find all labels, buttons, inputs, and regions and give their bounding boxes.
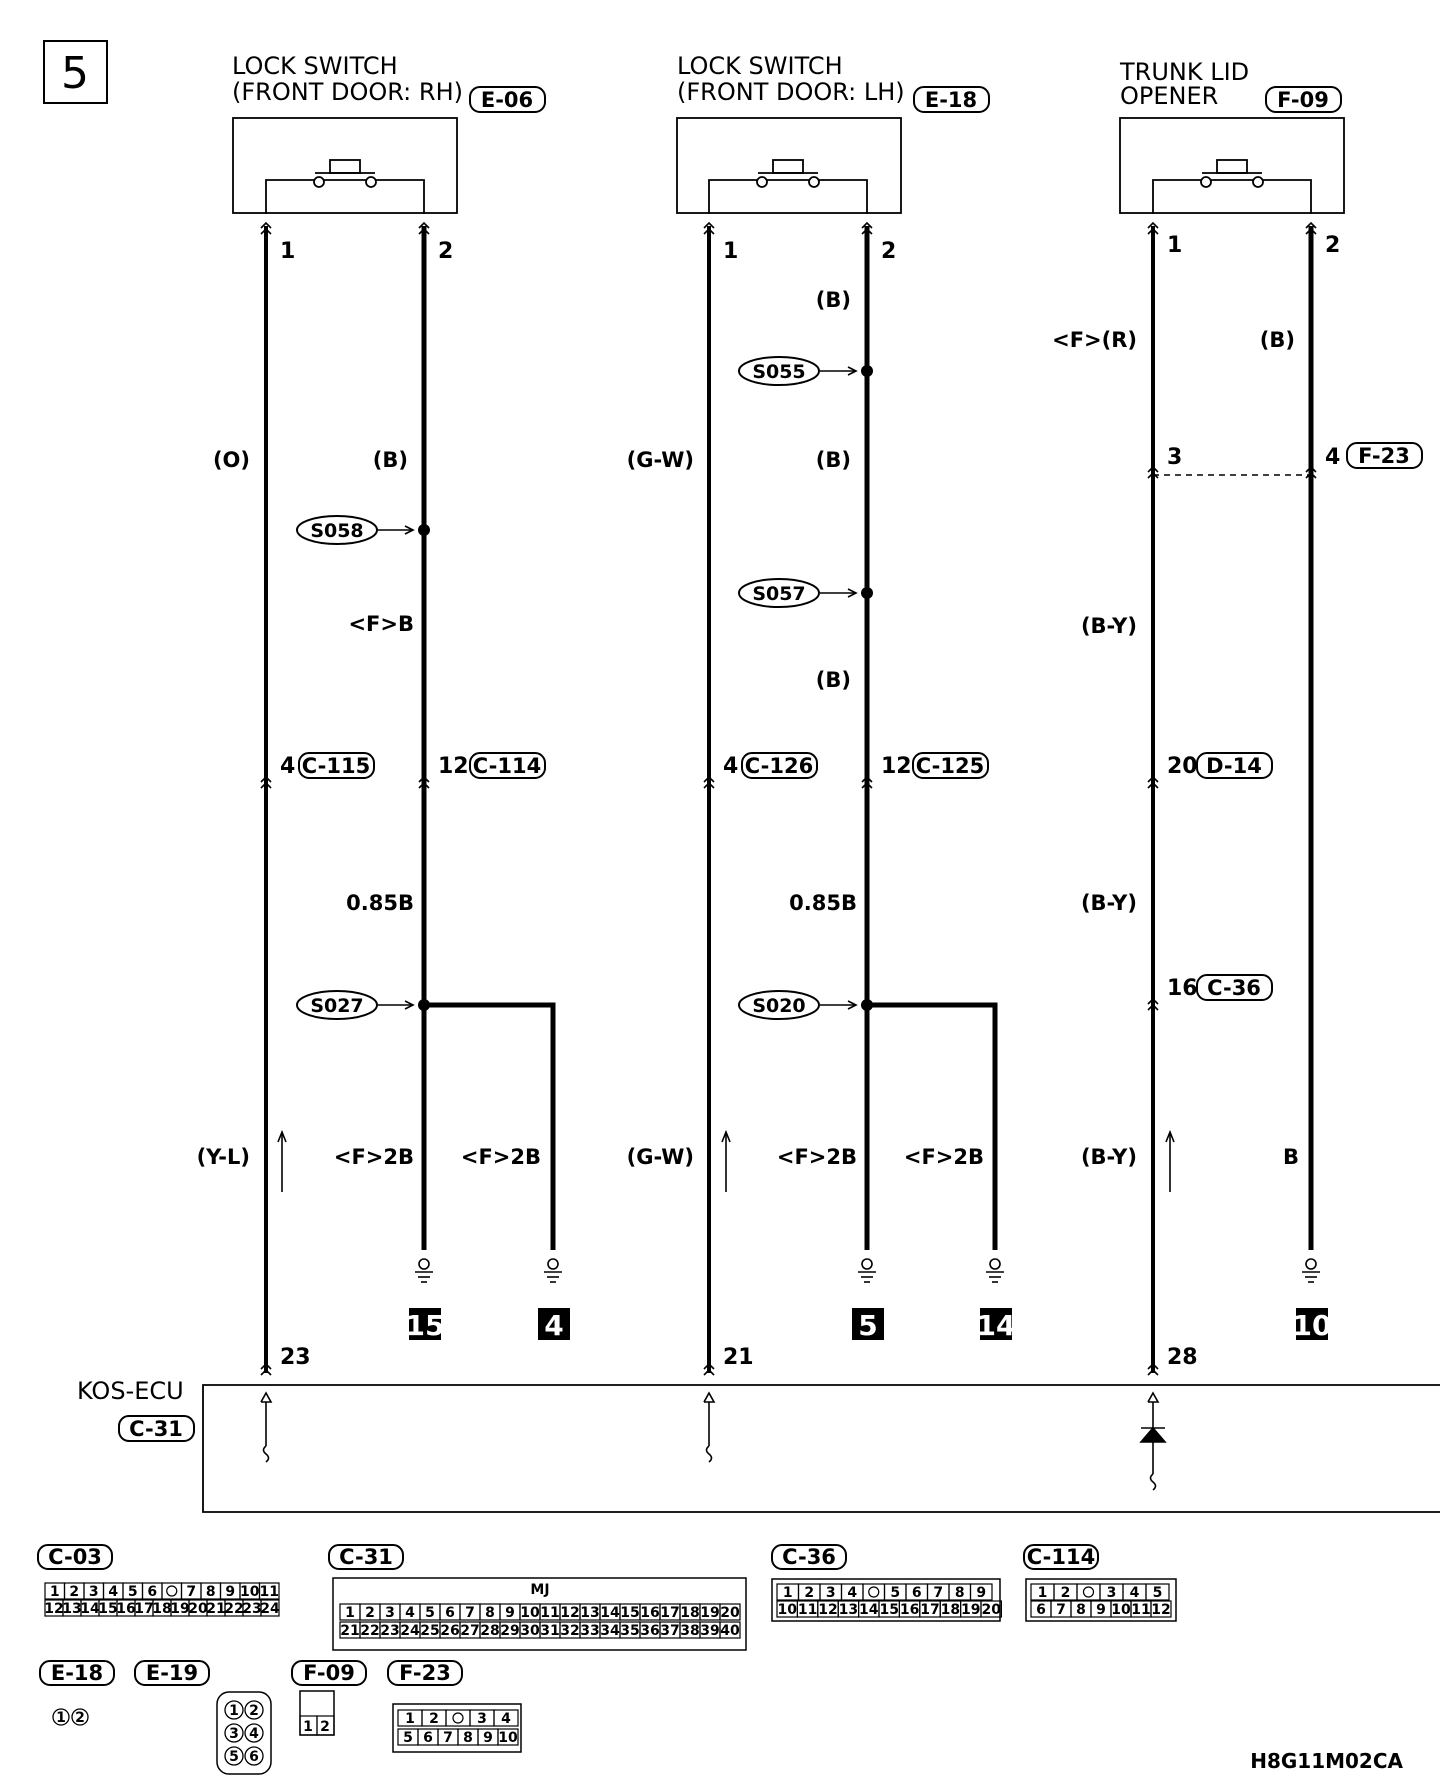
wire-label-lh-branch: <F>2B	[903, 1145, 984, 1169]
legend-f23-row1-pin: 4	[501, 1711, 511, 1727]
legend-c36-row1-pin: 7	[933, 1585, 944, 1601]
legend-c36-row2-pin: 10	[777, 1602, 797, 1618]
legend-f23-row2-pin: 6	[423, 1730, 433, 1746]
wire-label-lh2-d: 0.85B	[789, 891, 857, 915]
legend-c03-row2-pin: 21	[206, 1601, 226, 1617]
trunk-switch-symbol	[1201, 160, 1263, 187]
legend-f09-pin: 1	[303, 1719, 313, 1735]
ground-15: 15	[405, 1309, 445, 1342]
legend-c36-row1-pin: 5	[890, 1585, 901, 1601]
lh-switch-connector: E-18	[924, 88, 978, 112]
legend-c114-row1-pin: 2	[1060, 1585, 1071, 1601]
legend-c03-row2-pin: 15	[98, 1601, 118, 1617]
legend-c114-row2-pin: 12	[1151, 1602, 1171, 1618]
legend-c31-row1-pin: 7	[465, 1605, 475, 1621]
splice-s057-label: S057	[752, 583, 806, 605]
legend-c03-row1-pin: 3	[88, 1584, 99, 1600]
legend-c03-row2-pin: 12	[44, 1601, 64, 1617]
legend-c03-label: C-03	[48, 1545, 102, 1569]
legend-c31-row1-pin: 20	[720, 1605, 740, 1621]
legend-c31-label: C-31	[339, 1545, 393, 1569]
legend-c31-row1-pin: 18	[680, 1605, 700, 1621]
legend-c31-row2-pin: 40	[720, 1623, 740, 1639]
legend-c03-row1-pin: 1	[49, 1584, 60, 1600]
legend-c03-row2-pin: 22	[224, 1601, 244, 1617]
wire-label-tr2-a: (B)	[1259, 328, 1295, 352]
legend-c31-row2-pin: 37	[660, 1623, 680, 1639]
wire-label-tr1-d: (B-Y)	[1080, 1145, 1137, 1169]
legend-c31-row2-pin: 30	[520, 1623, 540, 1639]
legend-c31-row1-pin: 4	[405, 1605, 415, 1621]
f23-label: F-23	[1358, 444, 1410, 468]
legend-c31-row1-pin: 19	[700, 1605, 720, 1621]
legend-c31-row2-pin: 24	[400, 1623, 420, 1639]
pin-c115-4: 4	[280, 754, 296, 779]
legend-c36-row1-pin: 3	[825, 1585, 836, 1601]
legend-c31-row1-pin: 10	[520, 1605, 540, 1621]
legend-c03-row1-pin: 4	[108, 1584, 119, 1600]
wire-label-lh2-c: (B)	[815, 668, 851, 692]
ground-symbol-15	[415, 1259, 433, 1282]
wire-label-lh2-e: <F>2B	[776, 1145, 857, 1169]
legend-c36-row2-pin: 17	[920, 1602, 940, 1618]
legend-c114-row2-pin: 11	[1131, 1602, 1151, 1618]
legend-c03-row1-pin: 7	[186, 1584, 197, 1600]
wire-label-tr1-c: (B-Y)	[1080, 891, 1137, 915]
ground-14: 14	[976, 1309, 1016, 1342]
lh-switch-title-2: (FRONT DOOR: LH)	[677, 78, 905, 106]
legend-c36-row1-pin: 9	[976, 1585, 987, 1601]
pin-f23-4: 4	[1325, 445, 1341, 470]
wire-label-tr2-b: B	[1282, 1145, 1299, 1169]
pin-c114-12: 12	[438, 754, 469, 779]
pin-ecu-28: 28	[1167, 1345, 1198, 1370]
legend-c36-row2-pin: 14	[859, 1602, 879, 1618]
legend-f09-pin: 2	[320, 1719, 330, 1735]
legend-c03-row1-pin: 8	[205, 1584, 216, 1600]
legend-c36-row1-pin: 1	[782, 1585, 793, 1601]
trunk-internal	[1153, 180, 1311, 214]
legend-c03-row1-pin: 11	[259, 1584, 279, 1600]
legend-e18-label: E-18	[50, 1661, 104, 1685]
legend-c31-row2-pin: 31	[540, 1623, 560, 1639]
legend-e18-pin: 1	[56, 1710, 66, 1726]
legend-c03-row2-pin: 13	[62, 1601, 82, 1617]
legend-c114-row1-pin: 1	[1037, 1585, 1048, 1601]
pin-d14-20: 20	[1167, 754, 1198, 779]
legend-c31-row2-pin: 25	[420, 1623, 440, 1639]
legend-c31-row1-pin: 16	[640, 1605, 660, 1621]
legend-c31-row2-pin: 28	[480, 1623, 500, 1639]
wire-label-tr1-a: <F>(R)	[1052, 328, 1137, 352]
splice-s058-label: S058	[310, 520, 364, 542]
trunk-title-2: OPENER	[1120, 82, 1219, 110]
rh-switch-symbol	[314, 160, 376, 187]
c126-label: C-126	[744, 754, 814, 778]
legend-e19-pin: 5	[229, 1749, 239, 1765]
legend-c31-row1-pin: 5	[425, 1605, 435, 1621]
legend-c36-row1-pin: 4	[847, 1585, 858, 1601]
ecu-connector: C-31	[129, 1417, 183, 1441]
legend-c31-row1-pin: 14	[600, 1605, 620, 1621]
legend-c36-row2-pin: 20	[981, 1602, 1001, 1618]
legend-c36-row2-pin: 12	[818, 1602, 838, 1618]
legend-c36-row1-key	[869, 1587, 879, 1597]
wire-label-lh2-a: (B)	[815, 288, 851, 312]
legend-c114-row2-pin: 8	[1076, 1602, 1086, 1618]
wire-label-rh-branch: <F>2B	[460, 1145, 541, 1169]
legend-c31-row2-pin: 26	[440, 1623, 460, 1639]
legend-e18-pin: 2	[75, 1710, 85, 1726]
pin-trunk-2: 2	[1325, 233, 1341, 258]
wire-label-lh2-b: (B)	[815, 448, 851, 472]
ground-5: 5	[858, 1309, 878, 1342]
legend-c36-row1-pin: 2	[804, 1585, 815, 1601]
legend-c31-row2-pin: 38	[680, 1623, 700, 1639]
legend-e19-pin: 3	[229, 1726, 239, 1742]
legend-c31-row2-pin: 33	[580, 1623, 600, 1639]
splice-s027-label: S027	[310, 995, 364, 1017]
trunk-title-1: TRUNK LID	[1120, 58, 1250, 86]
legend-c31-row1-pin: 12	[560, 1605, 580, 1621]
pin-trunk-1: 1	[1167, 233, 1183, 258]
legend-c36-row2-pin: 11	[797, 1602, 818, 1618]
legend-f23-row2-pin: 8	[463, 1730, 473, 1746]
pin-ecu-21: 21	[723, 1345, 754, 1370]
legend-c36-row2-pin: 19	[961, 1602, 981, 1618]
d14-label: D-14	[1206, 754, 1262, 778]
legend-c31-row2-pin: 29	[500, 1623, 520, 1639]
page-number: 5	[61, 48, 89, 99]
legend-c03-row2-pin: 17	[134, 1601, 154, 1617]
wire-label-lh1-a: (G-W)	[626, 448, 694, 472]
legend-c31-row2-pin: 27	[460, 1623, 480, 1639]
legend-c114-row1-key	[1084, 1587, 1094, 1597]
pin-lh-2: 2	[881, 239, 897, 264]
legend-c31-row2-pin: 22	[360, 1623, 380, 1639]
ground-symbol-4	[544, 1259, 562, 1282]
ground-4: 4	[544, 1309, 564, 1342]
legend-c03-row2-pin: 23	[242, 1601, 262, 1617]
pin-c125-12: 12	[881, 754, 912, 779]
rh-switch-connector: E-06	[480, 88, 534, 112]
legend-c03-row1-pin: 2	[69, 1584, 80, 1600]
ground-symbol-5	[858, 1259, 876, 1282]
legend-c31-row1-pin: 2	[365, 1605, 375, 1621]
legend-c31-row2-pin: 21	[340, 1623, 360, 1639]
legend-c36-row2-pin: 16	[899, 1602, 920, 1618]
legend-c31-tag: MJ	[530, 1582, 550, 1598]
legend-c114-row1-pin: 5	[1152, 1585, 1163, 1601]
legend-c36-row1-pin: 8	[954, 1585, 965, 1601]
lh-switch-title-1: LOCK SWITCH	[677, 52, 843, 80]
ecu-box	[203, 1385, 1440, 1512]
wire-lh-branch	[867, 1005, 995, 1250]
legend-c03-row2-pin: 24	[260, 1601, 280, 1617]
wire-label-rh1-b: (Y-L)	[196, 1145, 250, 1169]
legend-c114-row2-pin: 6	[1036, 1602, 1046, 1618]
legend-c31-row2-pin: 36	[640, 1623, 660, 1639]
legend-c03-row1-pin: 10	[240, 1584, 260, 1600]
ecu-internal-symbols	[261, 1393, 1165, 1490]
ecu-name: KOS-ECU	[77, 1377, 184, 1405]
pin-lh-1: 1	[723, 239, 739, 264]
pin-c126-4: 4	[723, 754, 739, 779]
legend-c31-row1-pin: 17	[660, 1605, 680, 1621]
legend-c114-row2-pin: 9	[1096, 1602, 1106, 1618]
diagram-code: H8G11M02CA	[1250, 1749, 1403, 1773]
legend-c36-label: C-36	[782, 1545, 836, 1569]
splice-s055-label: S055	[752, 361, 806, 383]
legend-c03-row2-pin: 14	[80, 1601, 100, 1617]
legend-f23-row2-pin: 5	[403, 1730, 413, 1746]
wire-label-tr1-b: (B-Y)	[1080, 614, 1137, 638]
legend-f23-row2-pin: 10	[498, 1730, 518, 1746]
legend-c31-row1-pin: 11	[540, 1605, 560, 1621]
legend-c03-row2-pin: 16	[116, 1601, 136, 1617]
rh-switch-title-1: LOCK SWITCH	[232, 52, 398, 80]
legend-c36-row1-pin: 6	[911, 1585, 922, 1601]
legend-c31-row1-pin: 15	[620, 1605, 640, 1621]
legend-f23-row1-pin: 2	[429, 1711, 439, 1727]
wire-label-rh1-a: (O)	[212, 448, 250, 472]
c36-label: C-36	[1207, 976, 1261, 1000]
legend-c114-row1-pin: 3	[1106, 1585, 1117, 1601]
legend-c114-row2-pin: 7	[1056, 1602, 1066, 1618]
legend-c31-row2-pin: 35	[620, 1623, 640, 1639]
legend-c114-label: C-114	[1026, 1545, 1096, 1569]
rh-switch-internal	[266, 180, 424, 214]
legend-f23-row2-pin: 7	[443, 1730, 453, 1746]
legend-f23-row1-key	[453, 1713, 463, 1723]
legend-e19-label: E-19	[145, 1661, 199, 1685]
legend-f09-label: F-09	[303, 1661, 355, 1685]
connector-chevrons	[261, 223, 1316, 1375]
legend-e19-pin: 6	[249, 1749, 259, 1765]
wire-label-rh2-d: <F>2B	[333, 1145, 414, 1169]
legend-c31-row2-pin: 34	[600, 1623, 620, 1639]
pin-c36-16: 16	[1167, 976, 1198, 1001]
pin-ecu-23: 23	[280, 1345, 311, 1370]
legend-c03-row2-pin: 20	[188, 1601, 208, 1617]
c125-label: C-125	[915, 754, 985, 778]
legend-e19-pin: 2	[249, 1703, 259, 1719]
legend-c31-row1-pin: 13	[580, 1605, 600, 1621]
legend-c03-row1-pin: 5	[127, 1584, 138, 1600]
legend-f23-label: F-23	[399, 1661, 451, 1685]
splice-s020-label: S020	[752, 995, 806, 1017]
pin-f23-3: 3	[1167, 445, 1183, 470]
legend-c31-row2-pin: 23	[380, 1623, 400, 1639]
legend-c03-row2-pin: 18	[152, 1601, 172, 1617]
legend-c03-row2-pin: 19	[170, 1601, 190, 1617]
lh-switch-symbol	[757, 160, 819, 187]
wire-label-rh2-b: <F>B	[348, 612, 414, 636]
c114-label: C-114	[472, 754, 542, 778]
legend-c114-row1-pin: 4	[1129, 1585, 1140, 1601]
pin-rh-1: 1	[280, 239, 296, 264]
legend-c36-row2-pin: 15	[879, 1602, 899, 1618]
c115-label: C-115	[301, 754, 371, 778]
rh-switch-title-2: (FRONT DOOR: RH)	[232, 78, 463, 106]
ground-10: 10	[1292, 1309, 1332, 1342]
wire-label-rh2-a: (B)	[372, 448, 408, 472]
legend-c03-row1-pin: 9	[225, 1584, 236, 1600]
legend-c31-row1-pin: 9	[505, 1605, 515, 1621]
legend-c36-row2-pin: 18	[940, 1602, 961, 1618]
legend-f23-row1-pin: 1	[405, 1711, 415, 1727]
legend-c36-row2-pin: 13	[838, 1602, 859, 1618]
legend-c114-row2-pin: 10	[1111, 1602, 1131, 1618]
ground-symbol-14	[986, 1259, 1004, 1282]
wire-label-rh2-c: 0.85B	[346, 891, 414, 915]
ground-symbol-10	[1302, 1259, 1320, 1282]
trunk-connector: F-09	[1277, 88, 1329, 112]
legend-c03-row1-pin: 6	[147, 1584, 158, 1600]
legend-c31-row1-pin: 6	[445, 1605, 455, 1621]
connector-legend	[38, 1545, 1176, 1774]
legend-c31-row2-pin: 32	[560, 1623, 580, 1639]
legend-f23-row1-pin: 3	[477, 1711, 487, 1727]
wire-label-lh1-b: (G-W)	[626, 1145, 694, 1169]
legend-f23-row2-pin: 9	[483, 1730, 493, 1746]
wire-rh-branch	[424, 1005, 553, 1250]
pin-rh-2: 2	[438, 239, 454, 264]
legend-c03-row1-key	[167, 1586, 177, 1596]
legend-c31-row1-pin: 3	[385, 1605, 395, 1621]
legend-e19-pin: 1	[229, 1703, 239, 1719]
legend-c31-row1-pin: 1	[345, 1605, 355, 1621]
lh-switch-internal	[709, 180, 867, 214]
legend-e19-pin: 4	[249, 1726, 259, 1742]
legend-c31-row2-pin: 39	[700, 1623, 720, 1639]
legend-c31-row1-pin: 8	[485, 1605, 495, 1621]
